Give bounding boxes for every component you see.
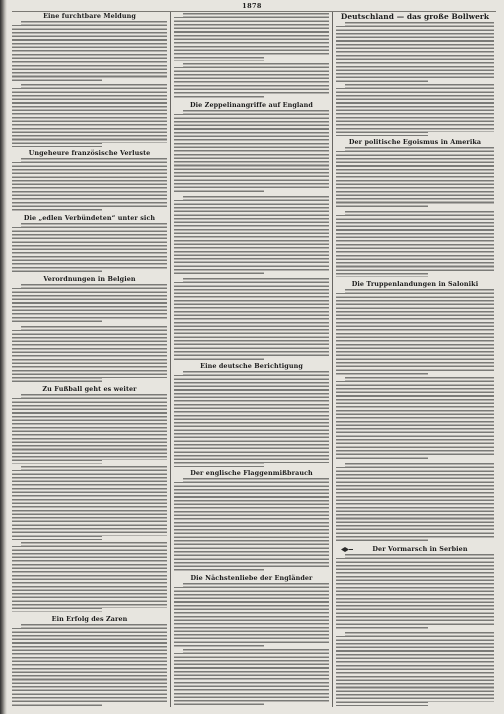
headline: Der Vormarsch in Serbien (372, 545, 468, 553)
article-body (174, 13, 329, 61)
article-body (336, 22, 494, 82)
article-body (12, 84, 167, 147)
article-body (174, 371, 329, 467)
article-body (174, 649, 329, 706)
page-number: 1878 (242, 2, 262, 10)
article-body (12, 466, 167, 540)
article-body (336, 632, 494, 706)
headline: Eine deutsche Berichtigung (200, 362, 303, 370)
article-body (336, 463, 494, 543)
headline: Die „edlen Verbündeten“ unter sich (23, 214, 156, 222)
headline: Die Zeppelinangriffe auf England (190, 101, 313, 109)
article-body (12, 284, 167, 324)
headline: Zu Fußball geht es weiter (42, 385, 137, 393)
article-body (12, 624, 167, 706)
headline: Die Truppenlandungen in Saloniki (351, 280, 479, 288)
article-body (174, 278, 329, 360)
article-body (336, 554, 494, 630)
article-body (336, 147, 494, 209)
article-body (336, 84, 494, 136)
article-body (12, 542, 167, 612)
article-body (12, 21, 167, 83)
article-body (12, 326, 167, 382)
headline: Der englische Flaggenmißbrauch (190, 469, 313, 477)
column-rule (170, 12, 171, 707)
article-body (174, 583, 329, 647)
headline: Die Nächstenliebe der Engländer (190, 574, 313, 582)
article-body (336, 211, 494, 277)
article-body (174, 478, 329, 572)
article-body (12, 394, 167, 464)
article-body (336, 377, 494, 461)
headline: Eine furchtbare Meldung (43, 12, 136, 20)
headline: Ein Erfolg des Zaren (51, 615, 128, 623)
headline: Verordnungen in Belgien (43, 275, 136, 283)
article-body (174, 63, 329, 99)
article-body (174, 110, 329, 194)
headline: Der politische Egoismus in Amerika (348, 138, 482, 146)
column-rule (332, 12, 333, 707)
headline: Ungeheure französische Verluste (28, 149, 151, 157)
article-body (174, 196, 329, 276)
headline: Deutschland — das große Bollwerk (340, 12, 490, 21)
article-body (12, 223, 167, 273)
article-body (336, 289, 494, 375)
binding-shadow (0, 0, 7, 714)
article-body (12, 158, 167, 212)
